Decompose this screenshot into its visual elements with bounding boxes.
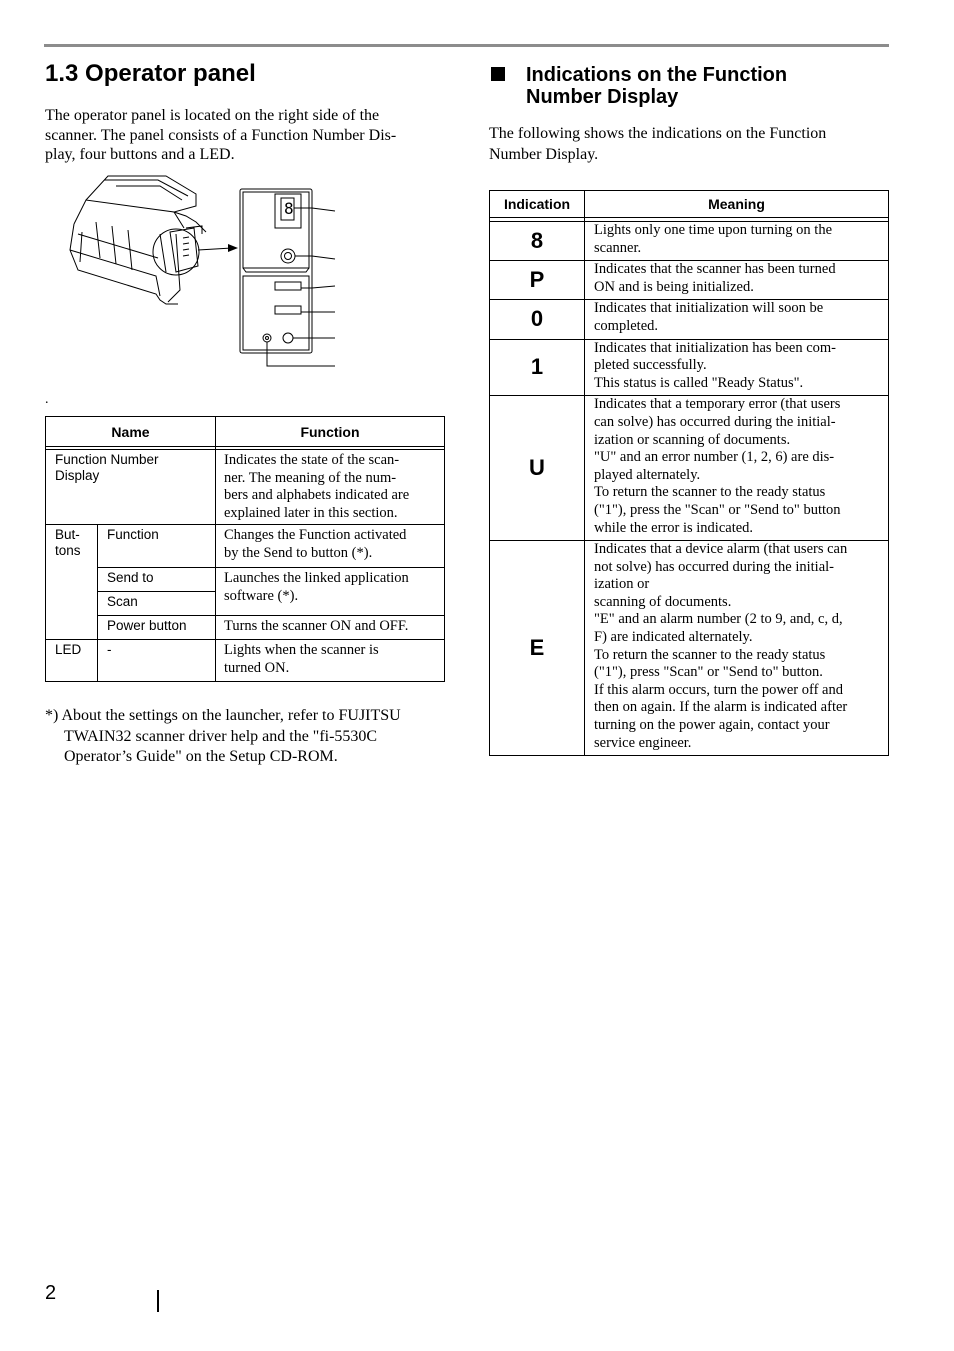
meaning-cell [585, 261, 889, 300]
meaning-line: then on again. If the alarm is indicated after [594, 699, 848, 716]
function-line: Indicates the state of the scan- [224, 452, 400, 468]
meaning-line: completed. [594, 317, 659, 334]
page-number: 2 [45, 1282, 57, 1304]
name-cell [46, 450, 216, 525]
meaning-line: can solve) has occurred during the initial- [594, 413, 836, 430]
meaning-line: ON and is being initialized. [594, 278, 754, 295]
meaning-line: turning on the power again, contact your [594, 717, 830, 734]
svg-text:8: 8 [284, 199, 294, 218]
meaning-cell [585, 541, 889, 756]
meaning-line: To return the scanner to the ready status [594, 484, 826, 501]
meaning-cell [585, 396, 889, 541]
meaning-line: ("1"), press "Scan" or "Send to" button. [594, 664, 823, 681]
function-line: turned ON. [224, 659, 290, 676]
table-row [490, 541, 889, 756]
table-row [46, 450, 445, 525]
meaning-line: Indicates that a temporary error (that users [594, 396, 841, 413]
meaning-line: ization or [594, 576, 650, 593]
footnote [45, 706, 445, 768]
indication-header: Indication [490, 191, 585, 218]
name-cell: Send to [98, 568, 216, 592]
indication-code: U [490, 396, 585, 541]
function-line: bers and alphabets indicated are [224, 487, 410, 504]
name-line: Function Number [55, 452, 159, 467]
indications-intro [489, 124, 884, 165]
indication-code: E [490, 541, 585, 756]
name-line: tons [55, 543, 81, 559]
meaning-line: "U" and an error number (1, 2, 6) are dis- [594, 449, 835, 466]
name-cell: Power button [98, 616, 216, 640]
top-rule [44, 44, 889, 47]
table-row [46, 568, 445, 592]
name-cell: LED [46, 640, 98, 682]
table-row [490, 222, 889, 261]
table-row [46, 525, 445, 568]
indications-title [526, 64, 886, 108]
function-header: Function [216, 417, 445, 447]
intro-line: Number Display. [489, 145, 599, 163]
intro-line: play, four buttons and a LED. [45, 146, 235, 163]
footnote-line: *) About the settings on the launcher, refer to FUJITSU [45, 707, 401, 724]
function-line: software (*). [224, 587, 299, 604]
function-line: Changes the Function activated [224, 527, 407, 544]
indication-code: P [490, 261, 585, 300]
meaning-line: scanner. [594, 239, 642, 256]
title-line: Indications on the Function [526, 64, 788, 86]
intro-line: scanner. The panel consists of a Function Number Dis- [45, 126, 397, 144]
function-line: by the Send to button (*). [224, 544, 373, 561]
meaning-line: Indicates that initialization will soon be [594, 300, 824, 317]
stray-dot: . [45, 392, 49, 407]
meaning-line: "E" and an alarm number (2 to 9, and, c, d, [594, 611, 843, 628]
function-line: Lights when the scanner is [224, 642, 379, 659]
table-row [490, 396, 889, 541]
intro-paragraph [45, 106, 440, 165]
meaning-line: To return the scanner to the ready status [594, 646, 826, 663]
function-line: Launches the linked application [224, 570, 409, 587]
meaning-line: ization or scanning of documents. [594, 431, 791, 448]
function-cell [216, 568, 445, 616]
name-cell: Scan [98, 592, 216, 616]
meaning-line: This status is called "Ready Status". [594, 374, 804, 391]
meaning-line: ("1"), press the "Scan" or "Send to" button [594, 501, 841, 518]
table-header-row [46, 417, 445, 447]
table-header-row [490, 191, 889, 218]
meaning-line: while the error is indicated. [594, 519, 754, 536]
table-row [46, 640, 445, 682]
meaning-cell [585, 222, 889, 261]
meaning-cell [585, 339, 889, 396]
table-row [490, 300, 889, 339]
square-bullet-icon [491, 67, 505, 81]
operator-panel-parts-table [45, 416, 445, 682]
meaning-line: If this alarm occurs, turn the power off and [594, 681, 843, 698]
meaning-line: scanning of documents. [594, 593, 732, 610]
meaning-line: played alternately. [594, 466, 701, 483]
indication-code: 8 [490, 222, 585, 261]
name-header: Name [46, 417, 216, 447]
function-cell [216, 640, 445, 682]
meaning-line: Indicates that a device alarm (that users can [594, 541, 848, 558]
meaning-header: Meaning [585, 191, 889, 218]
name-line: But- [55, 527, 80, 543]
intro-line: The following shows the indications on the Function [489, 125, 827, 142]
function-line: explained later in this section. [224, 504, 398, 521]
indication-code: 1 [490, 339, 585, 396]
footnote-line: Operator’s Guide" on the Setup CD-ROM. [64, 748, 338, 765]
name-cell: Function [98, 525, 216, 568]
function-cell [216, 450, 445, 525]
table-row [490, 339, 889, 396]
meaning-line: Indicates that initialization has been com- [594, 339, 836, 356]
meaning-line: Lights only one time upon turning on the [594, 222, 833, 238]
indication-code: 0 [490, 300, 585, 339]
title-line: Number Display [526, 86, 679, 108]
meaning-line: F) are indicated alternately. [594, 629, 753, 646]
table-row [490, 261, 889, 300]
footnote-line: TWAIN32 scanner driver help and the "fi-5530C [64, 727, 378, 745]
intro-line: The operator panel is located on the right side of the [45, 107, 380, 124]
footer-rule [157, 1290, 159, 1312]
meaning-line: not solve) has occurred during the initial- [594, 558, 834, 575]
meaning-line: Indicates that the scanner has been turned [594, 261, 836, 278]
meaning-cell [585, 300, 889, 339]
function-cell: Turns the scanner ON and OFF. [216, 616, 445, 640]
meaning-line: pleted successfully. [594, 357, 707, 374]
section-title: 1.3 Operator panel [45, 60, 256, 87]
meaning-line: service engineer. [594, 734, 692, 751]
name-cell: - [98, 640, 216, 682]
scanner-operator-panel-illustration [56, 172, 341, 372]
table-row [46, 616, 445, 640]
buttons-label-cell [46, 525, 98, 640]
function-cell [216, 525, 445, 568]
indications-table [489, 190, 889, 756]
name-line: Display [55, 468, 100, 483]
function-line: ner. The meaning of the num- [224, 469, 397, 486]
